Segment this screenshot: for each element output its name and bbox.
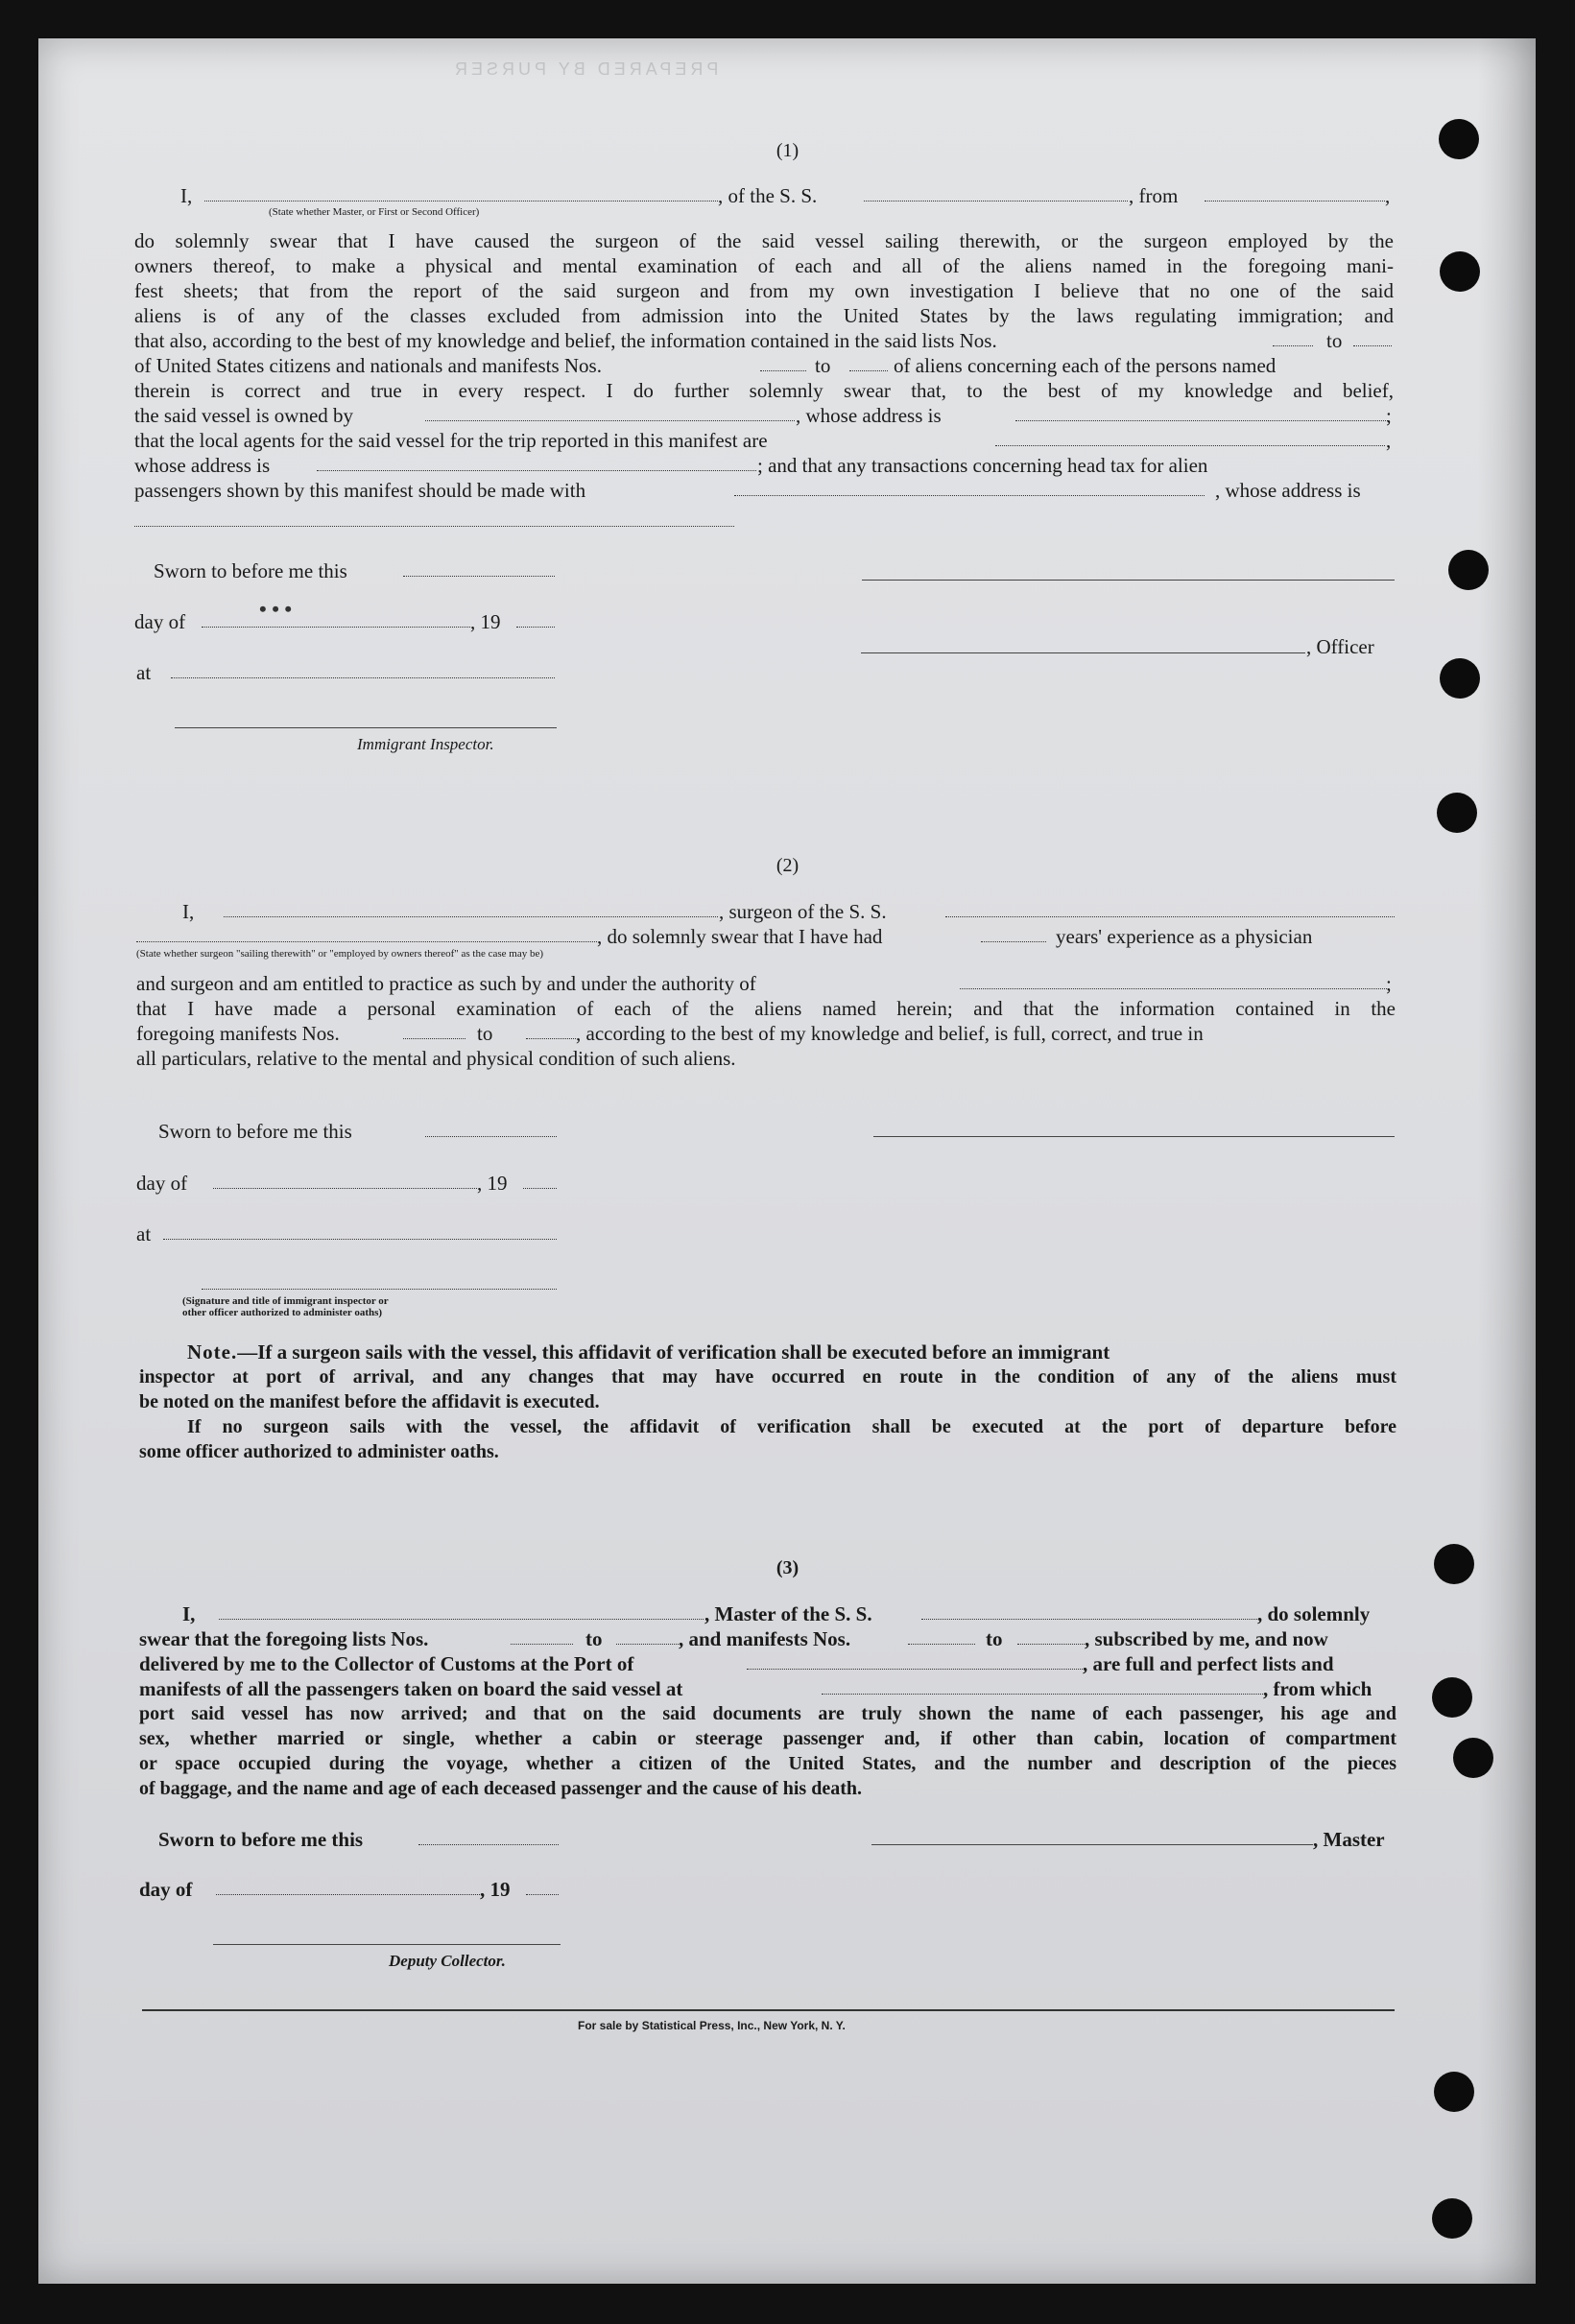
foregoing-manifests-to-field[interactable] [526,1038,576,1039]
section-3-line-8: of baggage, and the name and age of each deceased passenger and the cause of his death. [139,1778,862,1799]
lists-nos-to-field[interactable] [616,1644,679,1645]
year-prefix: , 19 [470,610,501,633]
note-text-1: —If a surgeon sails with the vessel, this affidavit of verification shall be executed before an immigrant [237,1340,1110,1364]
whose-address-label: , whose address is [796,404,942,427]
port-of-embarkation-field[interactable] [822,1694,1263,1695]
years-experience-field[interactable] [981,941,1046,942]
month-field[interactable] [213,1188,477,1189]
surgeon-of-label: , surgeon of the S. S. [719,900,887,923]
surgeon-signature-line[interactable] [873,1136,1395,1137]
binder-hole [1440,251,1480,292]
master-name-field[interactable] [219,1619,704,1620]
owner-field[interactable] [425,420,795,421]
sworn-label: Sworn to before me this [154,559,347,582]
to-label: to [815,354,831,377]
aliens-concerning-text: of aliens concerning each of the persons named [894,354,1277,377]
semicolon: ; [1386,404,1392,427]
year-field[interactable] [523,1188,557,1189]
master-label: , Master [1313,1828,1385,1851]
section-1-i: I, [180,184,193,207]
note-line-5: some officer authorized to administer oaths. [139,1441,499,1462]
immigrant-inspector-label: Immigrant Inspector. [357,735,494,753]
note-label: Note. [187,1340,238,1364]
comma: , [1385,184,1391,207]
section-3-line-5: port said vessel has now arrived; and that on the said documents are truly shown the name of each passenger, his age and [139,1703,1396,1724]
section-1-oath-line-4: aliens is of any of the classes excluded from admission into the United States by the laws regulating immigration; and [134,304,1394,327]
semicolon: ; [1386,972,1392,995]
collector-text: delivered by me to the Collector of Customs at the Port of [139,1652,634,1675]
binder-hole [1437,793,1477,833]
manifests-passengers-text: manifests of all the passengers taken on board the said vessel at [139,1677,683,1700]
of-the-ss-label: , of the S. S. [718,184,818,207]
binder-hole [1448,550,1489,590]
binder-hole [1440,658,1480,699]
from-port-field[interactable] [1205,201,1385,202]
at-label: at [136,661,152,684]
signature-caption-line-2: other officer authorized to administer oaths) [182,1307,383,1318]
sworn-day-field[interactable] [418,1844,559,1845]
at-place-field[interactable] [163,1239,557,1240]
years-experience-text: years' experience as a physician [1056,925,1313,948]
section-2-number: (2) [776,855,799,876]
section-3-line-7: or space occupied during the voyage, whether a citizen of the United States, and the number and description of the pieces [139,1753,1396,1774]
from-which-text: , from which [1263,1677,1372,1700]
and-manifests-text: , and manifests Nos. [679,1627,851,1650]
at-label: at [136,1222,152,1245]
binder-hole [1432,1677,1472,1718]
foregoing-manifests-from-field[interactable] [403,1038,465,1039]
head-tax-contact-field[interactable] [734,495,1205,496]
note-line-1 [187,1340,1110,1364]
whose-address-is-label: , whose address is [1215,479,1361,502]
manifests-nos-to-field[interactable] [1017,1644,1085,1645]
foregoing-lists-text: swear that the foregoing lists Nos. [139,1627,429,1650]
vessel-name-field[interactable] [864,201,1128,202]
port-of-customs-field[interactable] [747,1669,1083,1670]
officer-signature-line[interactable] [862,580,1395,581]
owned-by-text: the said vessel is owned by [134,404,354,427]
lists-nos-to-field[interactable] [1353,345,1392,346]
local-agents-text: that the local agents for the said vessel for the trip reported in this manifest are [134,429,768,452]
authority-text: and surgeon and am entitled to practice as such by and under the authority of [136,972,756,995]
immigrant-inspector-signature-line[interactable] [175,727,557,728]
note-line-2: inspector at port of arrival, and any changes that may have occurred en route in the condition of any of the aliens must [139,1366,1396,1387]
solemnly-swear-text: , do solemnly swear that I have had [597,925,883,948]
to-label: to [585,1627,603,1650]
head-tax-passengers-text: passengers shown by this manifest should be made with [134,479,586,502]
sworn-label: Sworn to before me this [158,1828,364,1851]
note-line-3: be noted on the manifest before the affidavit is executed. [139,1391,600,1412]
year-field[interactable] [516,627,555,628]
deputy-collector-label: Deputy Collector. [389,1952,506,1970]
year-prefix: , 19 [480,1878,511,1901]
signature-caption-line-1: (Signature and title of immigrant inspector or [182,1295,389,1307]
manifests-nos-from-field[interactable] [760,370,806,371]
examination-text: that I have made a personal examination of each of the aliens named herein; and that the information contained in the [136,997,1396,1020]
manifests-nos-from-field[interactable] [908,1644,975,1645]
sworn-day-field[interactable] [403,576,555,577]
master-of-label: , Master of the S. S. [704,1602,872,1625]
foregoing-manifests-text: foregoing manifests Nos. [136,1022,340,1045]
section-3-number: (3) [776,1557,799,1578]
agents-address-field[interactable] [317,470,756,471]
officer-name-field[interactable] [204,201,718,202]
sworn-label: Sworn to before me this [158,1120,352,1143]
section-1-number: (1) [776,140,799,161]
surgeon-name-field[interactable] [224,916,718,917]
ink-smudge-mark: • • • [259,597,293,621]
note-line-4: If no surgeon sails with the vessel, the affidavit of verification shall be executed at the port of departure before [187,1416,1396,1437]
officer-label: , Officer [1306,635,1374,658]
surgeon-type-caption: (State whether surgeon "sailing therewith" or "employed by owners thereof" as the case may be) [136,948,544,960]
at-place-field[interactable] [171,677,555,678]
officer-title-line[interactable] [861,652,1305,653]
whose-address-text: whose address is [134,454,271,477]
comma: , [1386,429,1392,452]
to-label: to [986,1627,1003,1650]
owner-address-field[interactable] [1015,420,1388,421]
to-label: to [477,1022,493,1045]
section-1-oath-line-1: do solemnly swear that I have caused the surgeon of the said vessel sailing therewith, or the surgeon employed by the [134,229,1394,252]
head-tax-contact-address-field[interactable] [134,526,734,527]
surgeon-type-field[interactable] [136,941,597,942]
surgeon-vessel-field[interactable] [945,916,1395,917]
faint-bleed-through-header: PREPARED BY PURSER [451,59,719,79]
lists-nos-from-field[interactable] [511,1644,573,1645]
authority-field[interactable] [960,988,1387,989]
section-1-oath-line-2: owners thereof, to make a physical and mental examination of each and all of the aliens named in the foregoing mani- [134,254,1394,277]
do-solemnly-label: , do solemnly [1257,1602,1371,1625]
lists-nos-from-field[interactable] [1273,345,1313,346]
section-1-oath-line-7: therein is correct and true in every respect. I do further solemnly swear that, to the best of my knowledge and belief, [134,379,1394,402]
manifests-nos-to-field[interactable] [849,370,888,371]
local-agents-field[interactable] [995,445,1385,446]
binder-hole [1432,2198,1472,2239]
according-text: , according to the best of my knowledge and belief, is full, correct, and true in [576,1022,1204,1045]
master-vessel-field[interactable] [921,1619,1257,1620]
deputy-collector-signature-line[interactable] [213,1944,561,1945]
printer-imprint: For sale by Statistical Press, Inc., New York, N. Y. [578,2019,846,2032]
to-label: to [1326,329,1343,352]
section-1-oath-line-3: fest sheets; that from the report of the said surgeon and from my own investigation I believe that no one of the said [134,279,1394,302]
section-3-i: I, [182,1602,196,1625]
subscribed-text: , subscribed by me, and now [1085,1627,1328,1650]
year-field[interactable] [526,1894,559,1895]
day-of-label: day of [136,1172,188,1195]
month-field[interactable] [202,627,470,628]
from-label: , from [1129,184,1179,207]
particulars-text: all particulars, relative to the mental and physical condition of such aliens. [136,1047,736,1070]
day-of-label: day of [139,1878,193,1901]
head-tax-text: ; and that any transactions concerning head tax for alien [757,454,1208,477]
section-2-i: I, [182,900,195,923]
section-3-line-6: sex, whether married or single, whether a cabin or steerage passenger and, if other than cabin, location of compartment [139,1728,1396,1749]
footer-rule [142,2009,1395,2011]
binder-hole [1434,2072,1474,2112]
inspector-signature-field[interactable] [202,1289,557,1290]
year-prefix: , 19 [477,1172,508,1195]
month-field[interactable] [216,1894,480,1895]
sworn-day-field[interactable] [425,1136,557,1137]
lists-nos-text: that also, according to the best of my knowledge and belief, the information contained in the said lists Nos. [134,329,997,352]
master-caption: (State whether Master, or First or Second Officer) [269,206,480,218]
binder-hole [1453,1738,1493,1778]
manifests-nos-text: of United States citizens and nationals and manifests Nos. [134,354,602,377]
day-of-label: day of [134,610,186,633]
full-perfect-text: , are full and perfect lists and [1083,1652,1334,1675]
master-signature-line[interactable] [871,1844,1313,1845]
